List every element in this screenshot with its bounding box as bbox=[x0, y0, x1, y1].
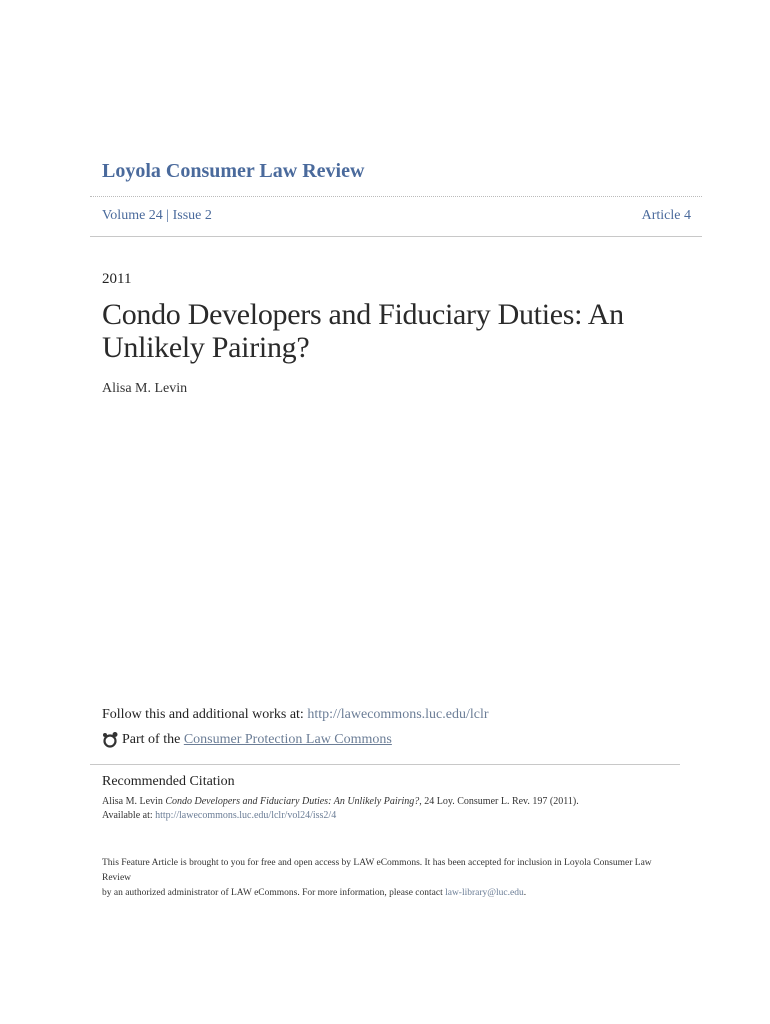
notice-text-2: by an authorized administrator of LAW eCommons. For more information, please contact bbox=[102, 888, 446, 898]
journal-title[interactable]: Loyola Consumer Law Review bbox=[102, 160, 365, 182]
citation-rest: , 24 Loy. Consumer L. Rev. 197 (2011). bbox=[419, 796, 579, 807]
part-prefix: Part of the bbox=[122, 731, 181, 747]
article-title bbox=[102, 298, 702, 364]
header-divider-dotted bbox=[90, 196, 702, 197]
consumer-protection-commons-link[interactable]: Consumer Protection Law Commons bbox=[183, 731, 392, 747]
article-number[interactable]: Article 4 bbox=[641, 208, 691, 223]
article-title-line-2: Unlikely Pairing? bbox=[102, 331, 310, 364]
notice-end: . bbox=[523, 888, 527, 898]
access-notice bbox=[102, 856, 682, 901]
publication-year: 2011 bbox=[102, 271, 132, 287]
follow-line bbox=[102, 707, 489, 723]
notice-line-2 bbox=[102, 886, 682, 901]
available-prefix: Available at: bbox=[102, 810, 156, 821]
header-divider bbox=[90, 236, 702, 237]
citation-author: Alisa M. Levin bbox=[102, 796, 166, 807]
article-title-line-1: Condo Developers and Fiduciary Duties: An bbox=[102, 298, 624, 331]
notice-line-1: This Feature Article is brought to you for free and open access by LAW eCommons. It has been accepted for inclusion in Loyola Consumer Law Review bbox=[102, 858, 652, 883]
available-url-link[interactable]: http://lawecommons.luc.edu/lclr/vol24/iss2/4 bbox=[155, 810, 337, 821]
citation-text bbox=[102, 796, 579, 807]
follow-url-link[interactable]: http://lawecommons.luc.edu/lclr bbox=[307, 707, 489, 722]
volume-issue-link[interactable]: Volume 24 | Issue 2 bbox=[102, 208, 212, 223]
follow-prefix: Follow this and additional works at: bbox=[102, 707, 308, 722]
recommended-citation-heading: Recommended Citation bbox=[102, 774, 235, 789]
citation-title: Condo Developers and Fiduciary Duties: An Unlikely Pairing? bbox=[165, 796, 420, 807]
part-of-line bbox=[102, 731, 392, 748]
author-name: Alisa M. Levin bbox=[102, 381, 188, 396]
contact-email-link[interactable]: law-library@luc.edu bbox=[445, 888, 524, 898]
citation-available bbox=[102, 810, 336, 821]
citation-divider bbox=[90, 764, 680, 765]
commons-network-icon bbox=[102, 731, 119, 748]
